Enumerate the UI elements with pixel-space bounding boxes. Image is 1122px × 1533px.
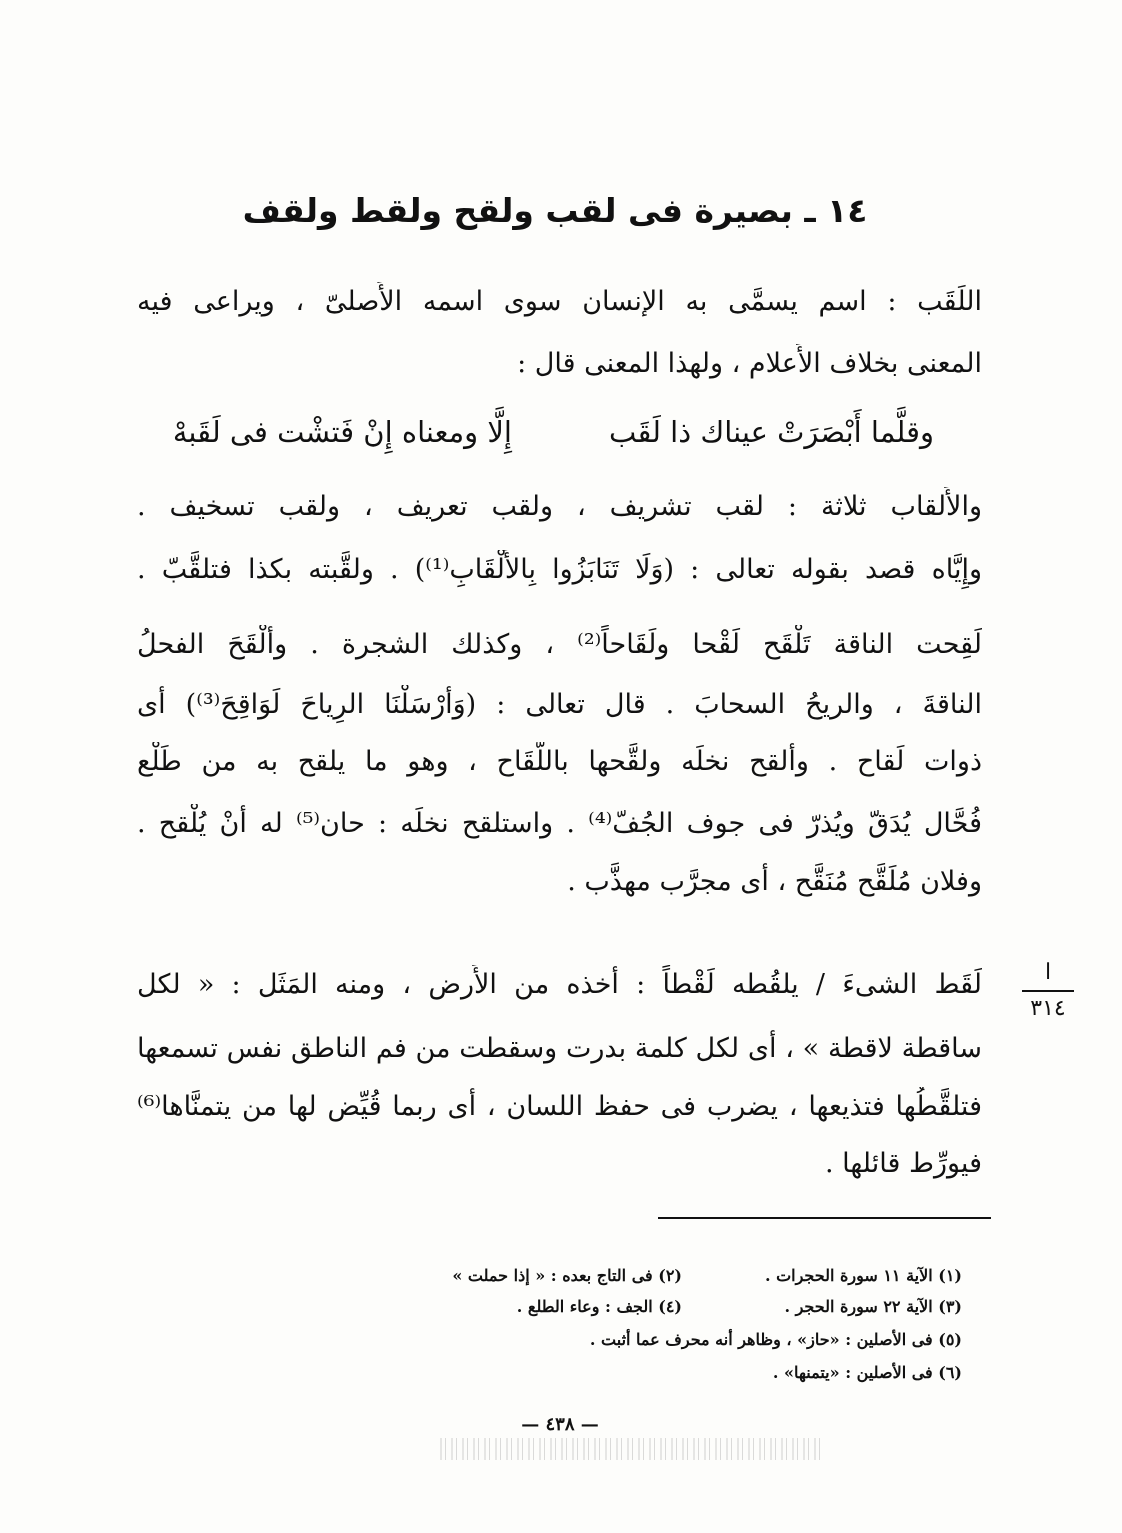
footnote-separator xyxy=(658,1217,991,1219)
margin-folio-divider xyxy=(1022,990,1074,992)
paragraph-line: فُحَّال يُدَقّ ويُذرّ فى جوف الجُفّ⁽⁴⁾ . واستلقح نخلَه : حان⁽⁵⁾ له أَنْ يُلْقح . xyxy=(137,808,982,839)
section-heading: ١٤ ـ بصيرة فى لقب ولقح ولقط ولقف xyxy=(242,191,868,230)
paragraph-line: ساقطة لاقطة » ، أَى لكل كلمة بدرت وسقطت من فم الناطق نفس تسمعها xyxy=(137,1033,982,1064)
paragraph-line: ذوات لَقاح . وأَلقح نخلَه ولقَّحها باللَّقَاح ، وهو ما يلقح به من طَلْع xyxy=(137,746,982,777)
footnote: (٤) الجف : وعاء الطلع . xyxy=(516,1297,682,1316)
paragraph-line: الناقةَ ، والريحُ السحابَ . قال تعالى : (وَأَرْسَلْنَا الرِياحَ لَوَاقِحَ⁽³⁾) أَى xyxy=(137,689,982,720)
paragraph-line: فتلقَّطُها فتذيعها ، يضرب فى حفظ اللسان ، أَى ربما قُيِّض لها من يتمنَّاها⁽⁶⁾ xyxy=(137,1091,982,1122)
page-number: — ٤٣٨ — xyxy=(521,1414,599,1435)
footnote: (٣) الآية ٢٢ سورة الحجر . xyxy=(784,1297,962,1316)
verse-second-hemistich: إِلَّا ومعناه إِنْ فَتشْت فى لَقَبهْ xyxy=(172,415,512,449)
footnote: (٥) فى الأصلين : «حاز» ، وظاهر أنه محرف عما أثبت . xyxy=(589,1330,962,1349)
paragraph-line: لَقِحت الناقة تَلْقَح لَقْحا ولَقَاحاً⁽²⁾ ، وكذلك الشجرة . وأَلْقَحَ الفحلُ xyxy=(137,629,982,660)
footnote: (١) الآية ١١ سورة الحجرات . xyxy=(764,1266,962,1285)
margin-folio-bottom: ٣١٤ xyxy=(1030,996,1066,1021)
paragraph-line: وفلان مُلَقَّح مُنَقَّح ، أَى مجرَّب مهذَّب . xyxy=(567,866,982,897)
scan-noise xyxy=(440,1438,820,1460)
margin-folio-top: ا xyxy=(1044,960,1052,985)
footnote: (٦) فى الأصلين : «يتمنها» . xyxy=(772,1363,962,1382)
paragraph-line: اللَقَب : اسم يسمَّى به الإنسان سوى اسمه الأَصلىّ ، ويراعى فيه xyxy=(137,286,982,317)
paragraph-line: فيورِّط قائلها . xyxy=(824,1148,982,1179)
verse-first-hemistich: وقلَّما أَبْصَرَتْ عيناك ذا لَقَب xyxy=(608,415,934,449)
footnote: (٢) فى التاج بعده : « إذا حملت » xyxy=(452,1266,682,1285)
margin-folio-reference xyxy=(1018,958,1078,1024)
paragraph-line: والأَلقاب ثلاثة : لقب تشريف ، ولقب تعريف ، ولقب تسخيف . xyxy=(137,491,982,522)
paragraph-line: لَقَط الشىءَ / يلقُطه لَقْطاً : أَخذه من الأَرض ، ومنه المَثَل : « لكل xyxy=(137,969,982,1000)
poetry-verse xyxy=(137,410,982,454)
paragraph-line: وإِيَّاه قصد بقوله تعالى : (وَلَا تَنَابَزُوا بِالأَلْقَابِ⁽¹⁾) . ولقَّبته بكذا فتلقَّبّ . xyxy=(137,554,982,585)
paragraph-line: المعنى بخلاف الأَعلام ، ولهذا المعنى قال : xyxy=(517,348,982,379)
